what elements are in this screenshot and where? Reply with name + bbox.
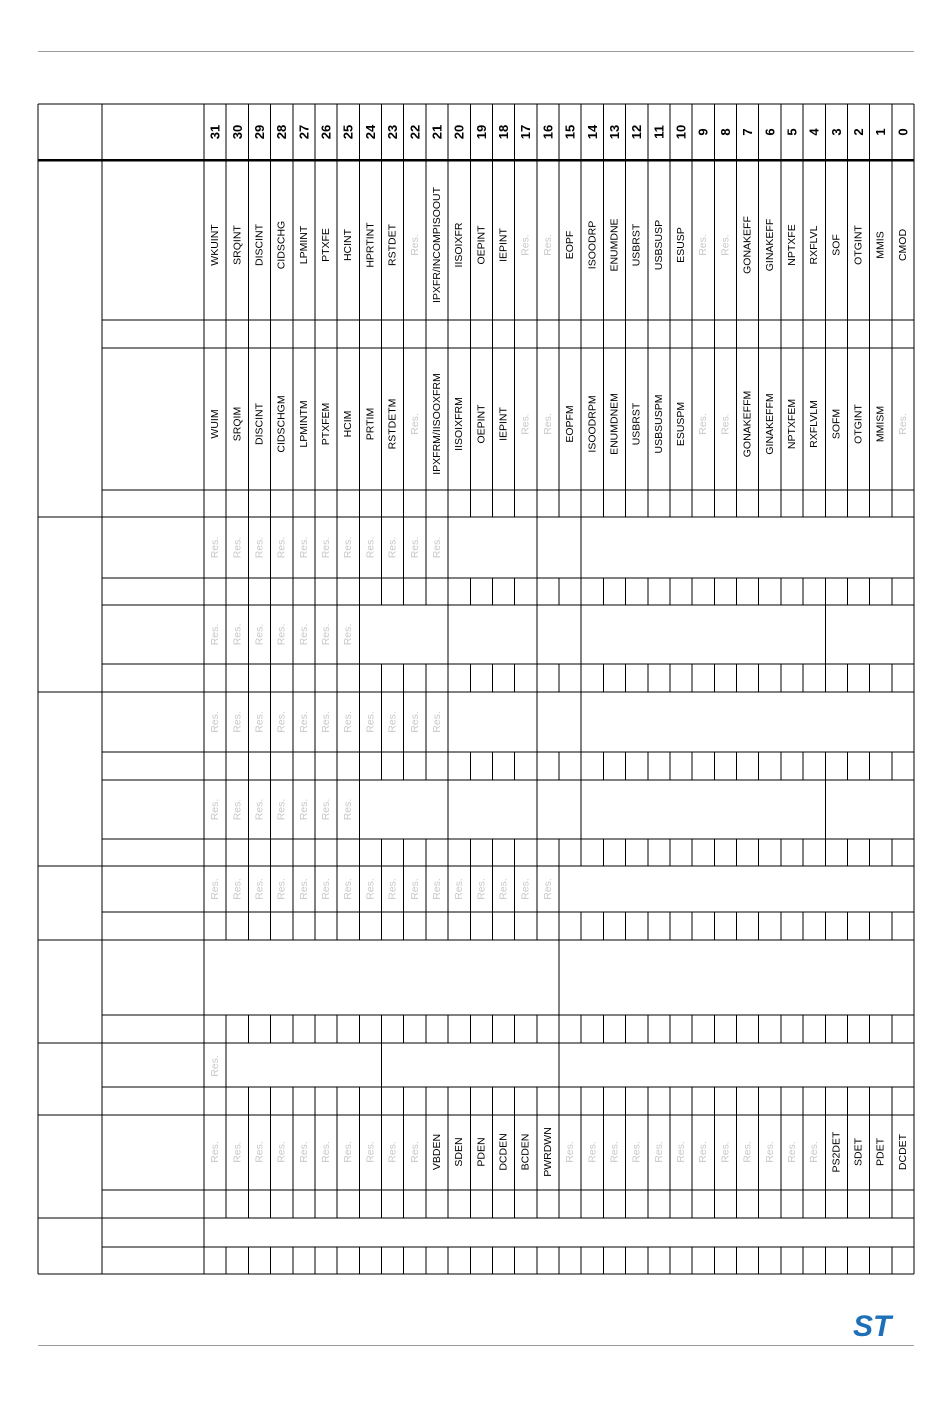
reserved-field: Res. bbox=[275, 798, 288, 821]
field-label: PDET bbox=[874, 1137, 887, 1167]
reserved-field: Res. bbox=[342, 536, 355, 559]
field-label: ESUSPM bbox=[675, 401, 688, 447]
reserved-field: Res. bbox=[320, 711, 333, 733]
reserved-field: Res. bbox=[209, 711, 222, 733]
field-label: RSTDET bbox=[386, 224, 399, 266]
bit-number-label: 0 bbox=[895, 128, 911, 136]
bit-number-label: 7 bbox=[740, 128, 756, 136]
field-label: IPXFRM/IISOOXFRM bbox=[430, 373, 443, 475]
reserved-field: Res. bbox=[320, 536, 333, 559]
reserved-field: Res. bbox=[209, 623, 222, 646]
reserved-field: Res. bbox=[275, 623, 288, 646]
reserved-field: Res. bbox=[275, 711, 288, 733]
field-label: IISOIXFR bbox=[453, 222, 466, 268]
reserved-field: Res. bbox=[519, 413, 532, 435]
reserved-field: Res. bbox=[763, 1141, 776, 1163]
bit-number-label: 15 bbox=[562, 124, 578, 140]
reserved-field: Res. bbox=[541, 234, 554, 256]
reserved-field: Res. bbox=[408, 234, 421, 256]
reserved-field: Res. bbox=[386, 536, 399, 559]
bit-number-label: 29 bbox=[251, 124, 267, 140]
reserved-field: Res. bbox=[541, 413, 554, 435]
reserved-field: Res. bbox=[320, 798, 333, 821]
reserved-field: Res. bbox=[364, 711, 377, 733]
bit-number-label: 24 bbox=[362, 124, 378, 140]
field-label: EOPF bbox=[564, 230, 577, 260]
field-label: SDET bbox=[852, 1137, 865, 1167]
reserved-field: Res. bbox=[541, 878, 554, 900]
reserved-field: Res. bbox=[386, 878, 399, 900]
field-label: USBSUSPM bbox=[652, 394, 665, 454]
reserved-field: Res. bbox=[497, 878, 510, 900]
field-label: ISOODRP bbox=[586, 220, 599, 270]
reserved-field: Res. bbox=[719, 413, 732, 435]
reserved-field: Res. bbox=[231, 711, 244, 733]
reserved-field: Res. bbox=[408, 536, 421, 559]
bit-number-label: 31 bbox=[207, 124, 223, 140]
bit-number-label: 14 bbox=[584, 124, 600, 140]
reserved-field: Res. bbox=[297, 1141, 310, 1163]
field-label: PTXFEM bbox=[320, 402, 333, 446]
field-label: OTGINT bbox=[852, 404, 865, 444]
field-label: MMIS bbox=[874, 231, 887, 259]
field-label: WUIM bbox=[209, 409, 222, 439]
field-label: CMOD bbox=[896, 228, 909, 262]
bit-number-label: 21 bbox=[429, 124, 445, 140]
reserved-field: Res. bbox=[209, 878, 222, 900]
field-label: IISOIXFRM bbox=[453, 397, 466, 451]
reserved-field: Res. bbox=[253, 623, 266, 646]
field-label: HCINT bbox=[342, 228, 355, 262]
field-label: SOFM bbox=[830, 408, 843, 440]
reserved-field: Res. bbox=[408, 711, 421, 733]
field-label: RXFLVLM bbox=[808, 400, 821, 448]
reserved-field: Res. bbox=[896, 413, 909, 435]
field-label: NPTXFE bbox=[785, 224, 798, 266]
field-label: CIDSCHGM bbox=[275, 395, 288, 453]
field-label: LPMINTM bbox=[297, 400, 310, 448]
field-label: HCIM bbox=[342, 410, 355, 438]
reserved-field: Res. bbox=[253, 536, 266, 559]
field-label: DISCINT bbox=[253, 403, 266, 445]
reserved-field: Res. bbox=[408, 1141, 421, 1163]
reserved-field: Res. bbox=[630, 1141, 643, 1163]
bit-number-label: 4 bbox=[806, 128, 822, 136]
field-label: IEPINT bbox=[497, 407, 510, 441]
field-label: VBDEN bbox=[430, 1133, 443, 1171]
bit-number-label: 5 bbox=[784, 128, 800, 136]
reserved-field: Res. bbox=[275, 878, 288, 900]
field-label: USBRST bbox=[630, 402, 643, 446]
field-label: NPTXFEM bbox=[785, 398, 798, 450]
reserved-field: Res. bbox=[275, 536, 288, 559]
bit-number-label: 1 bbox=[873, 128, 889, 136]
reserved-field: Res. bbox=[519, 234, 532, 256]
field-label: SOF bbox=[830, 234, 843, 256]
field-label: DCDEN bbox=[497, 1133, 510, 1171]
field-label: RXFLVL bbox=[808, 225, 821, 265]
field-label: SRQIM bbox=[231, 406, 244, 442]
reserved-field: Res. bbox=[808, 1141, 821, 1163]
field-label: PDEN bbox=[475, 1137, 488, 1167]
field-label: LPMINT bbox=[297, 225, 310, 265]
bit-number-label: 26 bbox=[318, 124, 334, 140]
field-label: DISCINT bbox=[253, 224, 266, 266]
field-label: HPRTINT bbox=[364, 222, 377, 268]
field-label: USBRST bbox=[630, 223, 643, 267]
reserved-field: Res. bbox=[253, 711, 266, 733]
field-label: SDEN bbox=[453, 1137, 466, 1167]
reserved-field: Res. bbox=[342, 798, 355, 821]
reserved-field: Res. bbox=[253, 1141, 266, 1163]
bit-number-label: 25 bbox=[340, 124, 356, 140]
reserved-field: Res. bbox=[342, 1141, 355, 1163]
st-logo-icon bbox=[845, 1303, 915, 1343]
reserved-field: Res. bbox=[209, 1055, 222, 1077]
reserved-field: Res. bbox=[675, 1141, 688, 1163]
reserved-field: Res. bbox=[564, 1141, 577, 1163]
reserved-field: Res. bbox=[430, 711, 443, 733]
reserved-field: Res. bbox=[408, 878, 421, 900]
reserved-field: Res. bbox=[253, 878, 266, 900]
field-label: GINAKEFFM bbox=[763, 393, 776, 455]
bit-number-label: 20 bbox=[451, 124, 467, 140]
reserved-field: Res. bbox=[386, 1141, 399, 1163]
field-label: EOPFM bbox=[564, 405, 577, 443]
reserved-field: Res. bbox=[209, 536, 222, 559]
reserved-field: Res. bbox=[297, 536, 310, 559]
field-label: OEPINT bbox=[475, 404, 488, 444]
st-logo-text: ST bbox=[853, 1310, 892, 1343]
reserved-field: Res. bbox=[719, 1141, 732, 1163]
reserved-field: Res. bbox=[475, 878, 488, 900]
bit-number-label: 9 bbox=[695, 128, 711, 136]
reserved-field: Res. bbox=[364, 1141, 377, 1163]
bit-number-label: 13 bbox=[606, 124, 622, 140]
reserved-field: Res. bbox=[586, 1141, 599, 1163]
reserved-field: Res. bbox=[297, 798, 310, 821]
reserved-field: Res. bbox=[297, 623, 310, 646]
reserved-field: Res. bbox=[320, 878, 333, 900]
reserved-field: Res. bbox=[342, 623, 355, 646]
field-label: USBSUSP bbox=[652, 219, 665, 271]
bit-number-label: 11 bbox=[651, 125, 667, 139]
reserved-field: Res. bbox=[608, 1141, 621, 1163]
reserved-field: Res. bbox=[719, 234, 732, 256]
bit-number-label: 3 bbox=[828, 128, 844, 136]
reserved-field: Res. bbox=[231, 1141, 244, 1163]
field-label: PS2DET bbox=[830, 1131, 843, 1173]
bit-number-label: 8 bbox=[717, 128, 733, 136]
reserved-field: Res. bbox=[342, 711, 355, 733]
reserved-field: Res. bbox=[320, 623, 333, 646]
bit-number-label: 12 bbox=[629, 124, 645, 140]
bit-number-label: 28 bbox=[274, 124, 290, 140]
bit-number-label: 27 bbox=[296, 124, 312, 140]
field-label: GONAKEFFM bbox=[741, 390, 754, 458]
bit-number-label: 23 bbox=[385, 124, 401, 140]
reserved-field: Res. bbox=[453, 878, 466, 900]
reserved-field: Res. bbox=[697, 1141, 710, 1163]
field-label: WKUINT bbox=[209, 224, 222, 266]
field-label: OTGINT bbox=[852, 225, 865, 265]
bit-number-label: 17 bbox=[518, 124, 534, 140]
field-label: GONAKEFF bbox=[741, 216, 754, 274]
field-label: DCDET bbox=[896, 1133, 909, 1171]
reserved-field: Res. bbox=[231, 623, 244, 646]
field-label: PRTIM bbox=[364, 407, 377, 441]
field-label: MMISM bbox=[874, 405, 887, 443]
reserved-field: Res. bbox=[519, 878, 532, 900]
reserved-field: Res. bbox=[320, 1141, 333, 1163]
field-label: ENUMDNEM bbox=[608, 393, 621, 455]
bit-number-label: 10 bbox=[673, 124, 689, 140]
bit-number-label: 22 bbox=[407, 124, 423, 140]
reserved-field: Res. bbox=[430, 878, 443, 900]
bit-number-label: 16 bbox=[540, 124, 556, 140]
reserved-field: Res. bbox=[209, 798, 222, 821]
field-label: BCDEN bbox=[519, 1133, 532, 1171]
field-label: ENUMDNE bbox=[608, 218, 621, 272]
reserved-field: Res. bbox=[342, 878, 355, 900]
reserved-field: Res. bbox=[275, 1141, 288, 1163]
reserved-field: Res. bbox=[386, 711, 399, 733]
field-label: ESUSP bbox=[675, 227, 688, 263]
field-label: PWRDWN bbox=[541, 1127, 554, 1177]
reserved-field: Res. bbox=[231, 878, 244, 900]
reserved-field: Res. bbox=[297, 878, 310, 900]
field-label: PTXFE bbox=[320, 228, 333, 262]
field-label: GINAKEFF bbox=[763, 218, 776, 272]
bit-number-label: 30 bbox=[229, 124, 245, 140]
reserved-field: Res. bbox=[697, 413, 710, 435]
field-label: IEPINT bbox=[497, 228, 510, 262]
field-label: RSTDETM bbox=[386, 398, 399, 450]
reserved-field: Res. bbox=[209, 1141, 222, 1163]
reserved-field: Res. bbox=[408, 413, 421, 435]
field-label: SRQINT bbox=[231, 225, 244, 265]
reserved-field: Res. bbox=[697, 234, 710, 256]
field-label: IPXFR/INCOMPISOOUT bbox=[430, 186, 443, 304]
field-label: OEPINT bbox=[475, 225, 488, 265]
field-label: ISOODRPM bbox=[586, 395, 599, 453]
reserved-field: Res. bbox=[652, 1141, 665, 1163]
reserved-field: Res. bbox=[430, 536, 443, 559]
field-label: CIDSCHG bbox=[275, 220, 288, 270]
bit-number-label: 2 bbox=[851, 128, 867, 136]
reserved-field: Res. bbox=[364, 536, 377, 559]
reserved-field: Res. bbox=[741, 1141, 754, 1163]
bit-number-label: 6 bbox=[762, 128, 778, 136]
reserved-field: Res. bbox=[253, 798, 266, 821]
bit-number-label: 19 bbox=[473, 124, 489, 140]
reserved-field: Res. bbox=[231, 536, 244, 559]
reserved-field: Res. bbox=[297, 711, 310, 733]
reserved-field: Res. bbox=[785, 1141, 798, 1163]
reserved-field: Res. bbox=[364, 878, 377, 900]
reserved-field: Res. bbox=[231, 798, 244, 821]
bit-number-label: 18 bbox=[496, 124, 512, 140]
